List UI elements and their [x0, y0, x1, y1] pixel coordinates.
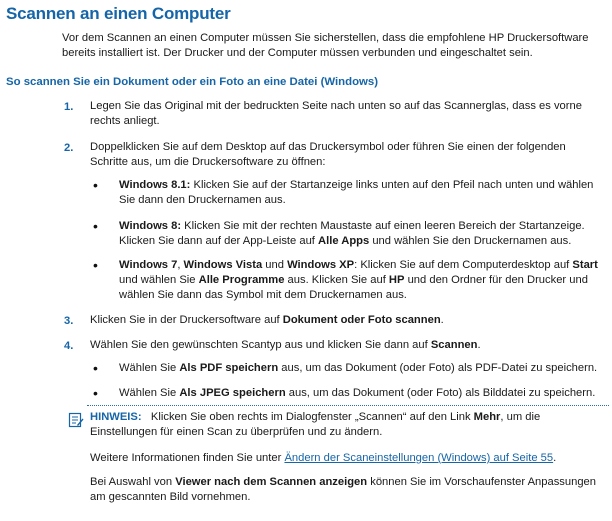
note-divider	[87, 405, 609, 406]
more-info-suffix: .	[553, 452, 557, 464]
option-bold: Alle Programme	[198, 274, 285, 286]
section-heading: So scannen Sie ein Dokument oder ein Foto an eine Datei (Windows)	[6, 76, 379, 88]
step-text-part: .	[440, 314, 444, 326]
note-icon	[68, 412, 84, 428]
option-text: und wählen Sie	[119, 274, 199, 286]
step-number: 2.	[64, 142, 74, 154]
step-text	[90, 313, 605, 328]
note-text-part: Klicken Sie oben rechts im Dialogfenster „Scannen“ auf den Link	[150, 411, 474, 423]
option-text: : Klicken Sie auf dem Computerdesktop auf	[354, 259, 573, 271]
option-text: und wählen Sie den Druckernamen aus.	[369, 235, 572, 247]
os-name: Windows 8:	[119, 220, 182, 232]
step-number: 1.	[64, 101, 74, 113]
option-text: Klicken Sie mit der rechten Maustaste auf einen leeren Bereich der Startanzeige. Klicken Sie dann auf der App-Leiste auf	[119, 220, 585, 247]
viewer-bold: Viewer nach dem Scannen anzeigen	[175, 476, 368, 488]
note-label: HINWEIS:	[90, 411, 142, 423]
option-bold: Start	[572, 259, 598, 271]
step-number: 4.	[64, 340, 74, 352]
bullet-icon: •	[93, 360, 98, 376]
viewer-text-part: können Sie im Vorschaufenster Anpassungen am gescannten Bild vornehmen.	[90, 476, 596, 503]
scan-settings-link[interactable]: Ändern der Scaneinstellungen (Windows) auf Seite 55	[284, 452, 554, 464]
option-bold: Als JPEG speichern	[179, 387, 286, 399]
step-bold: Dokument oder Foto scannen	[282, 314, 441, 326]
option-bold: Alle Apps	[318, 235, 370, 247]
viewer-text	[90, 475, 605, 505]
option-bold: Als PDF speichern	[179, 362, 279, 374]
more-info-text	[90, 451, 605, 466]
option-text: aus, um das Dokument (oder Foto) als Bilddatei zu speichern.	[285, 387, 596, 399]
windows-81-option	[119, 178, 607, 208]
windows-8-option	[119, 219, 607, 249]
os-name: Windows 8.1:	[119, 179, 191, 191]
step-text-part: Wählen Sie den gewünschten Scantyp aus und klicken Sie dann auf	[90, 339, 431, 351]
option-text: aus. Klicken Sie auf	[284, 274, 389, 286]
step-text	[90, 338, 605, 353]
option-text: ,	[177, 259, 184, 271]
bullet-icon: •	[93, 177, 98, 193]
save-jpeg-option	[119, 386, 607, 401]
page-title: Scannen an einen Computer	[6, 4, 231, 23]
step-bold: Scannen	[430, 339, 478, 351]
step-text-part: .	[477, 339, 481, 351]
option-text: und	[262, 259, 288, 271]
save-pdf-option	[119, 361, 607, 376]
option-bold: HP	[388, 274, 405, 286]
step-number: 3.	[64, 315, 74, 327]
note-text	[90, 410, 605, 440]
option-text: und den Ordner für den Drucker und wählen Sie dann das Symbol mit dem Druckernamen aus.	[119, 274, 588, 301]
step-text: Legen Sie das Original mit der bedruckten Seite nach unten so auf das Scannerglas, dass es vorne rechts anliegt.	[90, 100, 582, 127]
option-text: aus, um das Dokument (oder Foto) als PDF-Datei zu speichern.	[278, 362, 598, 374]
bullet-icon: •	[93, 218, 98, 234]
option-text: Wählen Sie	[119, 362, 180, 374]
os-name: Windows Vista	[183, 259, 263, 271]
viewer-text-part: Bei Auswahl von	[90, 476, 176, 488]
os-name: Windows 7	[119, 259, 178, 271]
intro-paragraph: Vor dem Scannen an einen Computer müssen Sie sicherstellen, dass die empfohlene HP Druckersoftware bereits installiert ist. Der Drucker und der Computer müssen verbunden und eingeschaltet sein.	[62, 32, 589, 59]
windows-7-option	[119, 258, 607, 303]
note-text-part: , um die Einstellungen für einen Scan zu überprüfen und zu ändern.	[90, 411, 541, 438]
step-text: Doppelklicken Sie auf dem Desktop auf das Druckersymbol oder führen Sie einen der folgenden Schritte aus, um die Druckersoftware zu öffnen:	[90, 141, 566, 168]
note-bold: Mehr	[473, 411, 501, 423]
option-text: Klicken Sie auf der Startanzeige links unten auf den Pfeil nach unten und wählen Sie dann den Druckernamen aus.	[119, 179, 594, 206]
bullet-icon: •	[93, 257, 98, 273]
step-text-part: Klicken Sie in der Druckersoftware auf	[90, 314, 283, 326]
more-info-prefix: Weitere Informationen finden Sie unter	[90, 452, 285, 464]
os-name: Windows XP	[287, 259, 355, 271]
bullet-icon: •	[93, 385, 98, 401]
option-text: Wählen Sie	[119, 387, 180, 399]
